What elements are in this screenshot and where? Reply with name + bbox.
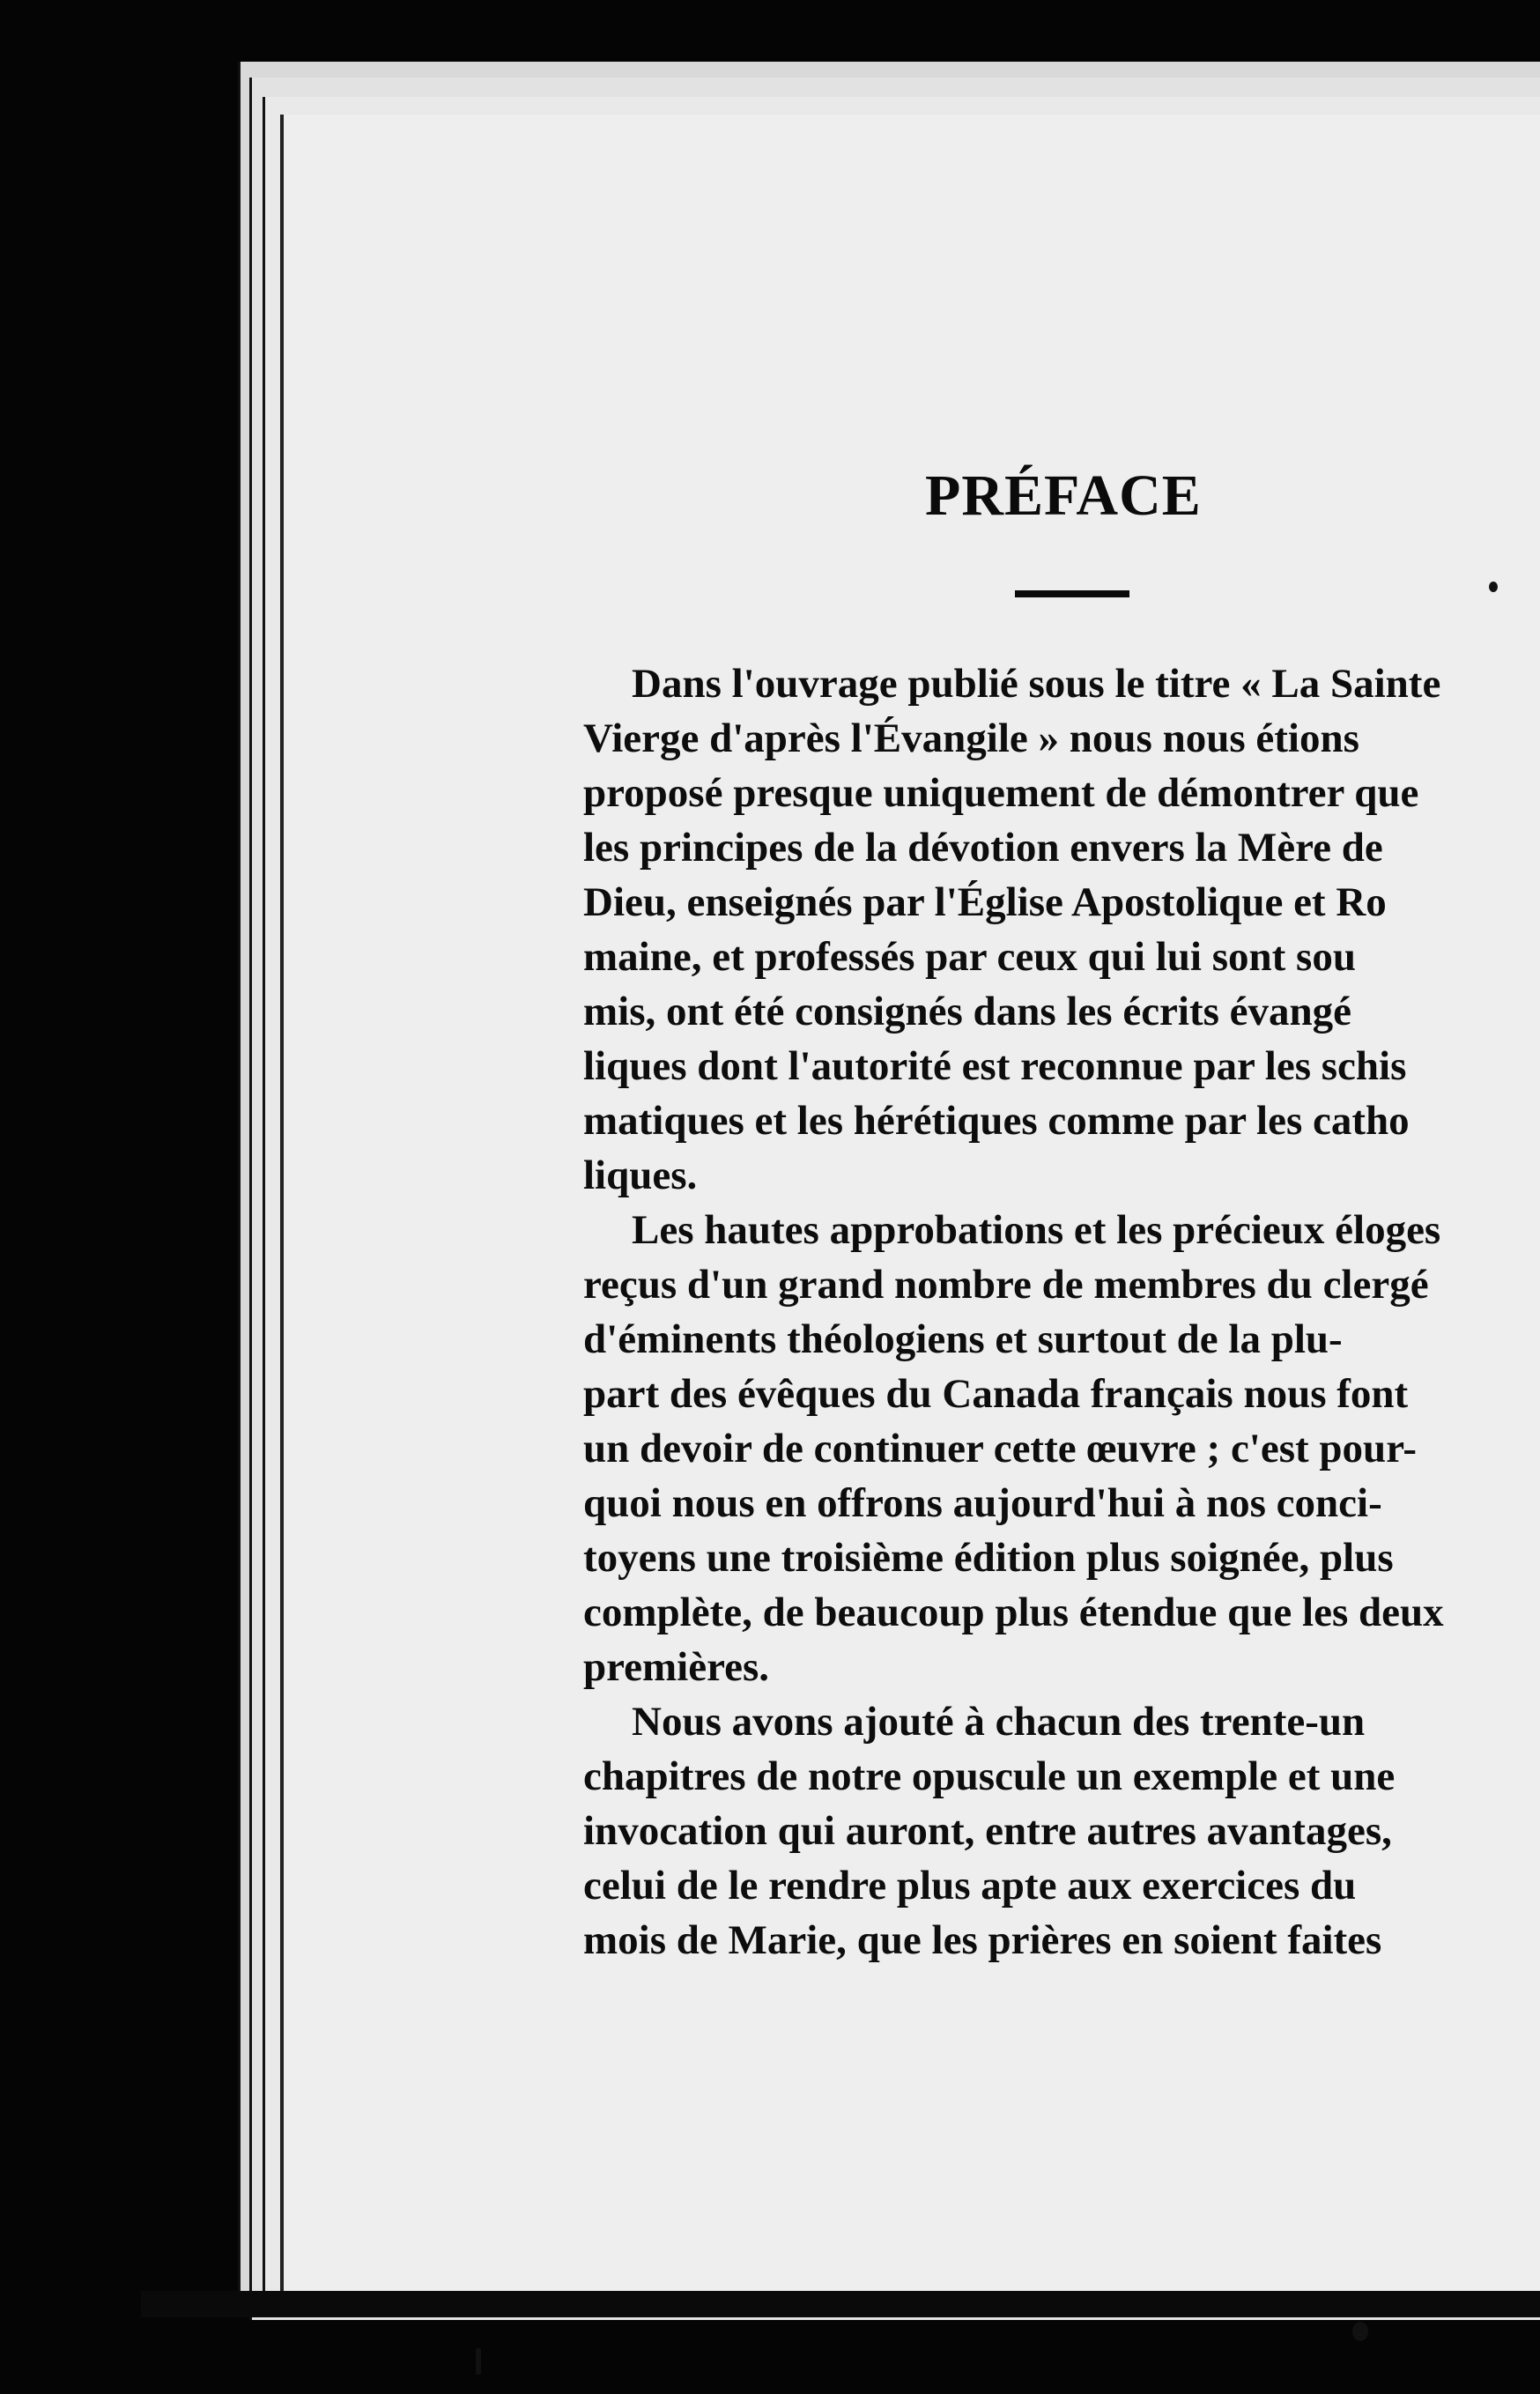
- page-bottom-shadow: [141, 2291, 1540, 2317]
- text-line: Vierge d'après l'Évangile » nous nous étions: [583, 715, 1359, 761]
- text-line: reçus d'un grand nombre de membres du clergé: [583, 1262, 1429, 1308]
- text-line: mois de Marie, que les prières en soient faites: [583, 1917, 1382, 1963]
- text-line: quoi nous en offrons aujourd'hui à nos conci-: [583, 1480, 1382, 1526]
- text-line: toyens une troisième édition plus soignée, plus: [583, 1535, 1394, 1581]
- text-line: celui de le rendre plus apte aux exercices du: [583, 1863, 1357, 1909]
- text-line: chapitres de notre opuscule un exemple et une: [583, 1753, 1396, 1799]
- paragraph-1: [583, 656, 1540, 1203]
- text-line: Nous avons ajouté à chacun des trente-un: [632, 1699, 1366, 1745]
- dust-speck: [1489, 582, 1498, 592]
- text-line: invocation qui auront, entre autres avantages,: [583, 1808, 1392, 1854]
- text-line: maine, et professés par ceux qui lui sont sou: [583, 934, 1356, 980]
- text-line: complète, de beaucoup plus étendue que les deux: [583, 1590, 1444, 1635]
- text-line: proposé presque uniquement de démontrer que: [583, 770, 1419, 816]
- text-line: premières.: [583, 1644, 769, 1690]
- dust-speck: [1352, 2322, 1368, 2341]
- text-line: Dieu, enseignés par l'Église Apostolique et Ro: [583, 879, 1387, 925]
- page-title: PRÉFACE: [925, 463, 1202, 528]
- text-line: d'éminents théologiens et surtout de la plu-: [583, 1316, 1343, 1362]
- body-text: [583, 656, 1540, 1968]
- dust-speck: [476, 2348, 481, 2375]
- title-rule: [1015, 590, 1129, 597]
- text-line: liques.: [583, 1153, 698, 1198]
- text-line: matiques et les hérétiques comme par les catho: [583, 1098, 1410, 1144]
- text-line: Dans l'ouvrage publié sous le titre « La Sainte: [632, 661, 1441, 707]
- text-line: un devoir de continuer cette œuvre ; c'est pour-: [583, 1426, 1417, 1471]
- text-line: part des évêques du Canada français nous font: [583, 1371, 1409, 1417]
- text-line: Les hautes approbations et les précieux éloges: [632, 1207, 1441, 1253]
- text-line: liques dont l'autorité est reconnue par les schis: [583, 1043, 1407, 1089]
- paragraph-2: [583, 1203, 1540, 1694]
- text-line: mis, ont été consignés dans les écrits évangé: [583, 989, 1352, 1034]
- paragraph-3: [583, 1694, 1540, 1968]
- text-line: les principes de la dévotion envers la Mère de: [583, 825, 1383, 871]
